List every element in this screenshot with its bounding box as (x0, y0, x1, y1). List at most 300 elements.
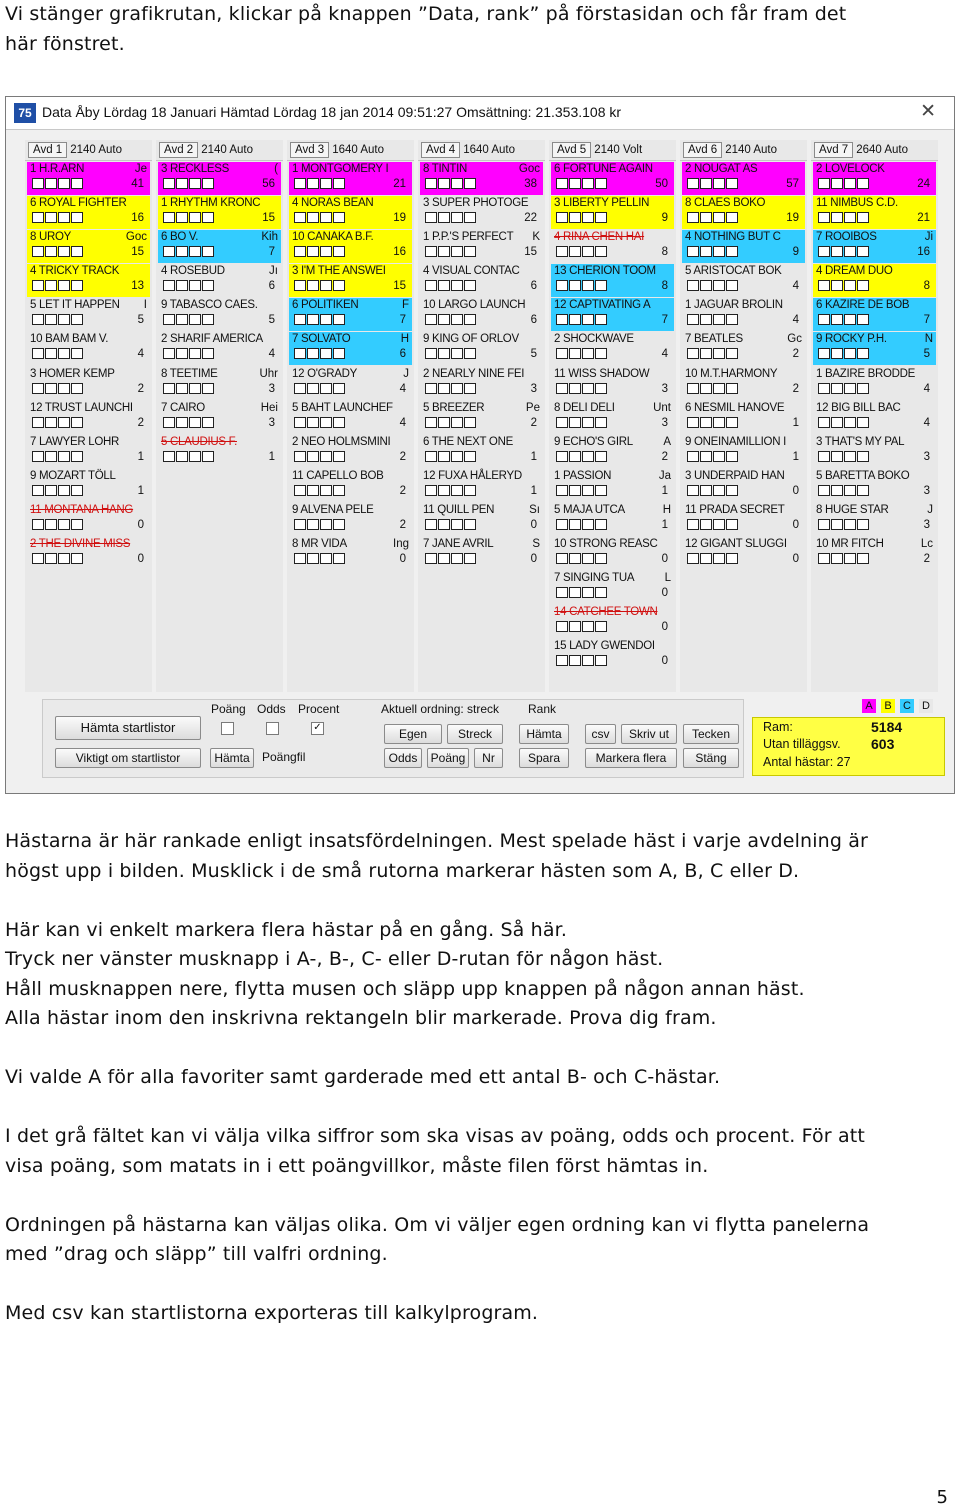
horse-row[interactable] (158, 298, 281, 331)
mark-d-box[interactable] (333, 178, 345, 189)
mark-a-box[interactable] (818, 178, 830, 189)
horse-row[interactable] (813, 264, 936, 297)
mark-a-box[interactable] (294, 178, 306, 189)
mark-d-box[interactable] (464, 519, 476, 530)
mark-d-box[interactable] (333, 314, 345, 325)
mark-a-box[interactable] (32, 451, 44, 462)
mark-d-box[interactable] (595, 383, 607, 394)
mark-d-box[interactable] (464, 553, 476, 564)
mark-c-box[interactable] (713, 246, 725, 257)
mark-c-box[interactable] (320, 212, 332, 223)
mark-d-box[interactable] (595, 655, 607, 666)
mark-a-box[interactable] (687, 417, 699, 428)
mark-c-box[interactable] (844, 485, 856, 496)
horse-row[interactable] (551, 298, 674, 331)
mark-d-box[interactable] (202, 314, 214, 325)
mark-a-box[interactable] (294, 417, 306, 428)
mark-b-box[interactable] (307, 280, 319, 291)
race-panel[interactable] (549, 140, 676, 692)
mark-c-box[interactable] (713, 178, 725, 189)
mark-a-box[interactable] (687, 451, 699, 462)
horse-row[interactable] (813, 435, 936, 468)
mark-d-box[interactable] (333, 383, 345, 394)
mark-b-box[interactable] (569, 383, 581, 394)
mark-a-box[interactable] (163, 280, 175, 291)
mark-c-box[interactable] (713, 348, 725, 359)
horse-row[interactable] (682, 435, 805, 468)
mark-b-box[interactable] (569, 348, 581, 359)
horse-row[interactable] (158, 367, 281, 400)
mark-a-box[interactable] (32, 519, 44, 530)
horse-row[interactable] (420, 503, 543, 536)
mark-a-box[interactable] (818, 280, 830, 291)
mark-d-box[interactable] (857, 451, 869, 462)
mark-d-box[interactable] (726, 553, 738, 564)
horse-row[interactable] (289, 162, 412, 195)
mark-b-box[interactable] (45, 417, 57, 428)
mark-d-box[interactable] (464, 348, 476, 359)
mark-d-box[interactable] (857, 553, 869, 564)
race-tab[interactable]: Avd 6 (683, 142, 722, 158)
mark-d-box[interactable] (857, 314, 869, 325)
mark-d-box[interactable] (857, 178, 869, 189)
mark-b-box[interactable] (307, 178, 319, 189)
mark-b-box[interactable] (438, 246, 450, 257)
mark-a-box[interactable] (294, 553, 306, 564)
mark-b-box[interactable] (176, 178, 188, 189)
horse-row[interactable] (27, 503, 150, 536)
mark-d-box[interactable] (71, 178, 83, 189)
mark-d-box[interactable] (333, 451, 345, 462)
mark-c-box[interactable] (582, 314, 594, 325)
mark-c-box[interactable] (582, 553, 594, 564)
mark-d-box[interactable] (202, 417, 214, 428)
horse-row[interactable] (289, 367, 412, 400)
mark-b-box[interactable] (176, 280, 188, 291)
mark-c-button[interactable]: C (900, 699, 914, 713)
mark-b-box[interactable] (700, 519, 712, 530)
mark-a-box[interactable] (425, 246, 437, 257)
mark-b-box[interactable] (438, 519, 450, 530)
mark-a-box[interactable] (556, 587, 568, 598)
mark-c-box[interactable] (320, 553, 332, 564)
mark-b-box[interactable] (45, 451, 57, 462)
mark-a-box[interactable] (556, 280, 568, 291)
mark-c-box[interactable] (582, 178, 594, 189)
horse-row[interactable] (27, 401, 150, 434)
mark-d-box[interactable] (202, 451, 214, 462)
mark-b-box[interactable] (700, 280, 712, 291)
mark-a-box[interactable] (294, 519, 306, 530)
mark-a-box[interactable] (556, 246, 568, 257)
mark-b-box[interactable] (831, 178, 843, 189)
mark-b-box[interactable] (831, 519, 843, 530)
mark-b-box[interactable] (831, 246, 843, 257)
mark-c-box[interactable] (189, 246, 201, 257)
mark-d-box[interactable] (333, 485, 345, 496)
mark-d-box[interactable] (595, 246, 607, 257)
horse-row[interactable] (27, 230, 150, 263)
horse-row[interactable] (551, 162, 674, 195)
mark-d-box[interactable] (333, 348, 345, 359)
mark-c-box[interactable] (58, 519, 70, 530)
horse-row[interactable] (682, 196, 805, 229)
race-tab[interactable]: Avd 5 (552, 142, 591, 158)
order-odds-button[interactable]: Odds (384, 748, 422, 768)
mark-b-box[interactable] (45, 246, 57, 257)
mark-a-box[interactable] (556, 417, 568, 428)
mark-c-box[interactable] (582, 655, 594, 666)
horse-row[interactable] (682, 503, 805, 536)
startlist-info-button[interactable]: Viktigt om startlistor (55, 748, 201, 768)
horse-row[interactable] (420, 401, 543, 434)
mark-a-box[interactable] (818, 451, 830, 462)
mark-c-box[interactable] (451, 314, 463, 325)
mark-b-box[interactable] (700, 485, 712, 496)
mark-b-box[interactable] (569, 178, 581, 189)
mark-d-box[interactable] (595, 621, 607, 632)
mark-b-box[interactable] (176, 212, 188, 223)
mark-b-box[interactable] (700, 246, 712, 257)
mark-a-box[interactable] (425, 485, 437, 496)
mark-d-box[interactable] (595, 178, 607, 189)
mark-d-box[interactable] (726, 246, 738, 257)
mark-a-box[interactable] (294, 280, 306, 291)
horse-row[interactable] (289, 332, 412, 365)
mark-a-box[interactable] (425, 553, 437, 564)
horse-row[interactable] (420, 367, 543, 400)
mark-a-box[interactable] (32, 553, 44, 564)
mark-c-box[interactable] (713, 212, 725, 223)
mark-a-box[interactable] (163, 314, 175, 325)
mark-a-box[interactable] (556, 383, 568, 394)
horse-row[interactable] (420, 264, 543, 297)
mark-a-box[interactable] (556, 519, 568, 530)
mark-d-box[interactable] (333, 553, 345, 564)
mark-d-box[interactable] (857, 348, 869, 359)
mark-c-box[interactable] (58, 451, 70, 462)
mark-c-box[interactable] (189, 314, 201, 325)
close-button[interactable]: Stäng (683, 748, 739, 768)
mark-c-box[interactable] (582, 280, 594, 291)
mark-d-box[interactable] (71, 246, 83, 257)
mark-b-box[interactable] (569, 519, 581, 530)
horse-row[interactable] (27, 332, 150, 365)
mark-c-box[interactable] (582, 621, 594, 632)
mark-a-box[interactable] (32, 348, 44, 359)
mark-b-box[interactable] (176, 246, 188, 257)
mark-b-box[interactable] (176, 348, 188, 359)
mark-b-box[interactable] (569, 621, 581, 632)
horse-row[interactable] (158, 230, 281, 263)
signs-button[interactable]: Tecken (683, 724, 739, 744)
horse-row[interactable] (289, 196, 412, 229)
mark-c-box[interactable] (320, 451, 332, 462)
mark-a-box[interactable] (32, 383, 44, 394)
mark-b-box[interactable] (438, 485, 450, 496)
mark-c-box[interactable] (713, 519, 725, 530)
mark-c-box[interactable] (58, 553, 70, 564)
mark-a-box[interactable] (687, 212, 699, 223)
mark-c-box[interactable] (844, 519, 856, 530)
mark-d-box[interactable] (464, 314, 476, 325)
mark-c-box[interactable] (713, 485, 725, 496)
mark-a-box[interactable] (294, 451, 306, 462)
mark-b-box[interactable] (45, 314, 57, 325)
mark-d-box[interactable] (595, 417, 607, 428)
mark-c-box[interactable] (58, 280, 70, 291)
race-tab[interactable]: Avd 3 (290, 142, 329, 158)
mark-c-box[interactable] (451, 451, 463, 462)
rank-save-button[interactable]: Spara (519, 748, 569, 768)
mark-b-box[interactable] (700, 212, 712, 223)
horse-row[interactable] (289, 435, 412, 468)
horse-row[interactable] (158, 435, 281, 468)
mark-d-box[interactable] (464, 246, 476, 257)
points-checkbox[interactable] (221, 722, 234, 735)
mark-b-box[interactable] (831, 314, 843, 325)
mark-a-box[interactable] (425, 212, 437, 223)
mark-a-box[interactable] (32, 485, 44, 496)
mark-c-box[interactable] (844, 246, 856, 257)
mark-a-box[interactable] (32, 212, 44, 223)
mark-d-box[interactable] (726, 314, 738, 325)
mark-c-box[interactable] (189, 212, 201, 223)
mark-d-box[interactable] (595, 314, 607, 325)
mark-d-box[interactable] (726, 212, 738, 223)
mark-c-box[interactable] (582, 246, 594, 257)
mark-d-box[interactable] (595, 451, 607, 462)
mark-a-box[interactable] (425, 383, 437, 394)
mark-a-box[interactable] (425, 280, 437, 291)
horse-row[interactable] (551, 469, 674, 502)
horse-row[interactable] (551, 196, 674, 229)
mark-b-box[interactable] (831, 212, 843, 223)
mark-b-box[interactable] (45, 348, 57, 359)
horse-row[interactable] (420, 162, 543, 195)
order-streck-button[interactable]: Streck (447, 724, 503, 744)
mark-b-box[interactable] (438, 212, 450, 223)
mark-b-box[interactable] (700, 553, 712, 564)
mark-a-box[interactable] (818, 417, 830, 428)
mark-c-box[interactable] (844, 553, 856, 564)
mark-c-box[interactable] (320, 417, 332, 428)
mark-d-box[interactable] (726, 383, 738, 394)
horse-row[interactable] (158, 332, 281, 365)
mark-c-box[interactable] (582, 383, 594, 394)
mark-d-box[interactable] (464, 212, 476, 223)
mark-d-box[interactable] (726, 451, 738, 462)
mark-d-box[interactable] (333, 246, 345, 257)
mark-c-box[interactable] (582, 348, 594, 359)
horse-row[interactable] (289, 503, 412, 536)
horse-row[interactable] (551, 639, 674, 672)
mark-c-box[interactable] (320, 314, 332, 325)
mark-b-box[interactable] (307, 417, 319, 428)
mark-c-box[interactable] (582, 451, 594, 462)
mark-a-box[interactable] (425, 314, 437, 325)
mark-b-box[interactable] (569, 451, 581, 462)
mark-c-box[interactable] (451, 246, 463, 257)
mark-c-box[interactable] (320, 485, 332, 496)
mark-b-box[interactable] (700, 314, 712, 325)
mark-c-box[interactable] (451, 212, 463, 223)
mark-d-box[interactable] (202, 280, 214, 291)
race-panel[interactable] (811, 140, 938, 692)
horse-row[interactable] (682, 332, 805, 365)
mark-d-box[interactable] (464, 280, 476, 291)
mark-c-box[interactable] (58, 485, 70, 496)
mark-d-box[interactable] (202, 212, 214, 223)
mark-b-box[interactable] (438, 178, 450, 189)
odds-checkbox[interactable] (266, 722, 279, 735)
mark-c-box[interactable] (713, 451, 725, 462)
mark-b-box[interactable] (176, 383, 188, 394)
mark-c-box[interactable] (451, 348, 463, 359)
mark-b-box[interactable] (307, 348, 319, 359)
mark-d-box[interactable] (857, 212, 869, 223)
horse-row[interactable] (289, 469, 412, 502)
horse-row[interactable] (289, 401, 412, 434)
mark-b-box[interactable] (569, 587, 581, 598)
mark-a-box[interactable] (163, 212, 175, 223)
mark-a-button[interactable]: A (862, 699, 876, 713)
mark-b-box[interactable] (569, 246, 581, 257)
order-points-button[interactable]: Poäng (427, 748, 469, 768)
mark-c-box[interactable] (451, 280, 463, 291)
mark-c-box[interactable] (320, 280, 332, 291)
horse-row[interactable] (682, 367, 805, 400)
race-tab[interactable]: Avd 2 (159, 142, 198, 158)
horse-row[interactable] (289, 264, 412, 297)
mark-d-box[interactable] (71, 280, 83, 291)
mark-c-box[interactable] (189, 451, 201, 462)
mark-c-box[interactable] (451, 383, 463, 394)
horse-row[interactable] (551, 401, 674, 434)
mark-a-box[interactable] (818, 246, 830, 257)
horse-row[interactable] (551, 367, 674, 400)
horse-row[interactable] (289, 298, 412, 331)
mark-a-box[interactable] (294, 383, 306, 394)
horse-row[interactable] (551, 264, 674, 297)
mark-d-box[interactable] (726, 417, 738, 428)
mark-c-box[interactable] (451, 178, 463, 189)
mark-c-box[interactable] (58, 212, 70, 223)
race-panel[interactable] (25, 140, 152, 692)
mark-c-box[interactable] (58, 348, 70, 359)
mark-a-box[interactable] (556, 655, 568, 666)
mark-d-box[interactable] (595, 348, 607, 359)
horse-row[interactable] (27, 264, 150, 297)
mark-a-box[interactable] (425, 178, 437, 189)
mark-b-box[interactable] (831, 280, 843, 291)
mark-d-box[interactable] (857, 519, 869, 530)
mark-a-box[interactable] (818, 519, 830, 530)
mark-a-box[interactable] (556, 314, 568, 325)
horse-row[interactable] (420, 435, 543, 468)
horse-row[interactable] (27, 469, 150, 502)
horse-row[interactable] (289, 230, 412, 263)
mark-a-box[interactable] (294, 212, 306, 223)
horse-row[interactable] (813, 401, 936, 434)
horse-row[interactable] (27, 196, 150, 229)
horse-row[interactable] (551, 332, 674, 365)
mark-b-box[interactable] (569, 485, 581, 496)
mark-b-box[interactable] (45, 553, 57, 564)
mark-c-box[interactable] (844, 212, 856, 223)
mark-d-box[interactable] (464, 485, 476, 496)
mark-a-box[interactable] (556, 451, 568, 462)
mark-c-box[interactable] (582, 587, 594, 598)
mark-c-box[interactable] (713, 417, 725, 428)
mark-a-box[interactable] (687, 314, 699, 325)
mark-d-button[interactable]: D (919, 699, 933, 713)
mark-d-box[interactable] (464, 178, 476, 189)
mark-b-box[interactable] (700, 178, 712, 189)
mark-d-box[interactable] (857, 383, 869, 394)
mark-c-box[interactable] (713, 314, 725, 325)
mark-a-box[interactable] (687, 178, 699, 189)
horse-row[interactable] (420, 469, 543, 502)
mark-c-box[interactable] (320, 246, 332, 257)
mark-b-box[interactable] (307, 212, 319, 223)
mark-d-box[interactable] (857, 246, 869, 257)
mark-d-box[interactable] (857, 417, 869, 428)
mark-b-box[interactable] (831, 348, 843, 359)
mark-d-box[interactable] (333, 519, 345, 530)
mark-c-box[interactable] (713, 280, 725, 291)
mark-d-box[interactable] (71, 348, 83, 359)
mark-a-box[interactable] (818, 314, 830, 325)
mark-a-box[interactable] (163, 348, 175, 359)
mark-c-box[interactable] (320, 178, 332, 189)
mark-d-box[interactable] (595, 212, 607, 223)
mark-a-box[interactable] (556, 485, 568, 496)
mark-c-box[interactable] (189, 280, 201, 291)
mark-b-box[interactable] (831, 485, 843, 496)
race-tab[interactable]: Avd 4 (421, 142, 460, 158)
fetch-points-button[interactable]: Hämta (210, 748, 254, 768)
horse-row[interactable] (420, 332, 543, 365)
mark-d-box[interactable] (595, 485, 607, 496)
mark-c-box[interactable] (582, 417, 594, 428)
mark-b-box[interactable] (700, 417, 712, 428)
mark-a-box[interactable] (163, 178, 175, 189)
order-own-button[interactable]: Egen (384, 724, 442, 744)
horse-row[interactable] (420, 537, 543, 570)
horse-row[interactable] (158, 264, 281, 297)
mark-b-box[interactable] (307, 519, 319, 530)
mark-c-box[interactable] (582, 519, 594, 530)
mark-b-box[interactable] (176, 417, 188, 428)
mark-d-box[interactable] (595, 587, 607, 598)
mark-c-box[interactable] (320, 348, 332, 359)
mark-a-box[interactable] (425, 417, 437, 428)
mark-b-box[interactable] (45, 280, 57, 291)
mark-c-box[interactable] (713, 383, 725, 394)
mark-c-box[interactable] (320, 519, 332, 530)
mark-b-box[interactable] (569, 314, 581, 325)
mark-b-box[interactable] (569, 280, 581, 291)
horse-row[interactable] (813, 469, 936, 502)
mark-b-box[interactable] (438, 314, 450, 325)
mark-b-box[interactable] (569, 553, 581, 564)
mark-a-box[interactable] (556, 348, 568, 359)
mark-a-box[interactable] (425, 519, 437, 530)
horse-row[interactable] (813, 503, 936, 536)
mark-b-box[interactable] (307, 246, 319, 257)
rank-fetch-button[interactable]: Hämta (519, 724, 569, 744)
